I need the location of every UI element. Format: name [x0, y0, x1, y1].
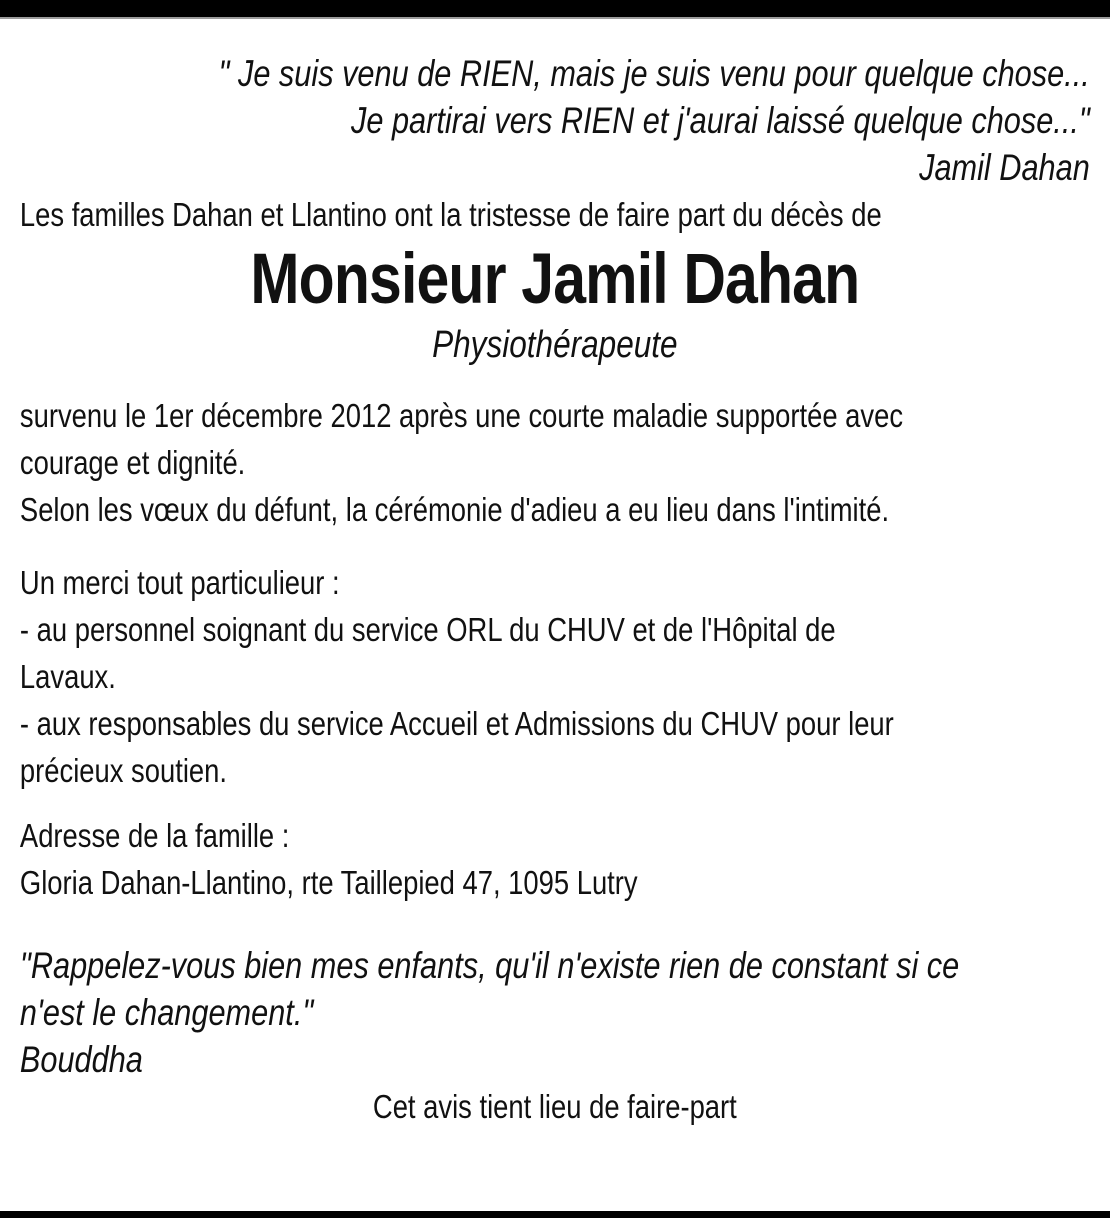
opening-quote [20, 50, 1090, 191]
address-value: Gloria Dahan-Llantino, rte Taillepied 47, 1095 Lutry [19, 864, 638, 901]
bottom-border-bar [0, 1211, 1110, 1218]
footer-note: Cet avis tient lieu de faire-part [372, 1088, 737, 1125]
opening-quote-line-1: " Je suis venu de RIEN, mais je suis venu pour quelque chose... [218, 53, 1090, 94]
profession-subtitle: Physiothérapeute [432, 324, 678, 366]
announcement-line-3: Selon les vœux du défunt, la cérémonie d'adieu a eu lieu dans l'intimité. [19, 491, 890, 528]
announcement-paragraph [20, 392, 1090, 533]
opening-quote-author: Jamil Dahan [919, 147, 1090, 188]
opening-quote-line-2: Je partirai vers RIEN et j'aurai laissé quelque chose..." [350, 100, 1090, 141]
top-border-bar [0, 0, 1110, 19]
closing-quote-line-1: "Rappelez-vous bien mes enfants, qu'il n'existe rien de constant si ce [19, 945, 960, 986]
thanks-paragraph [20, 559, 1090, 794]
thanks-item-2-line-2: précieux soutien. [19, 752, 227, 789]
thanks-item-1-line-2: Lavaux. [19, 658, 116, 695]
announcement-line-2: courage et dignité. [19, 444, 246, 481]
address-label: Adresse de la famille : [19, 817, 290, 854]
intro-line: Les familles Dahan et Llantino ont la tristesse de faire part du décès de [19, 196, 882, 233]
thanks-item-2-line-1: - aux responsables du service Accueil et Admissions du CHUV pour leur [19, 705, 894, 742]
thanks-intro: Un merci tout particulieur : [19, 564, 340, 601]
page-title-deceased-name: Monsieur Jamil Dahan [250, 240, 860, 319]
closing-quote-author: Bouddha [19, 1039, 143, 1080]
thanks-item-1-line-1: - au personnel soignant du service ORL du CHUV et de l'Hôpital de [19, 611, 836, 648]
announcement-line-1: survenu le 1er décembre 2012 après une courte maladie supportée avec [19, 397, 904, 434]
closing-quote [20, 942, 1090, 1083]
family-address-block [20, 812, 1090, 906]
closing-quote-line-2: n'est le changement." [19, 992, 314, 1033]
